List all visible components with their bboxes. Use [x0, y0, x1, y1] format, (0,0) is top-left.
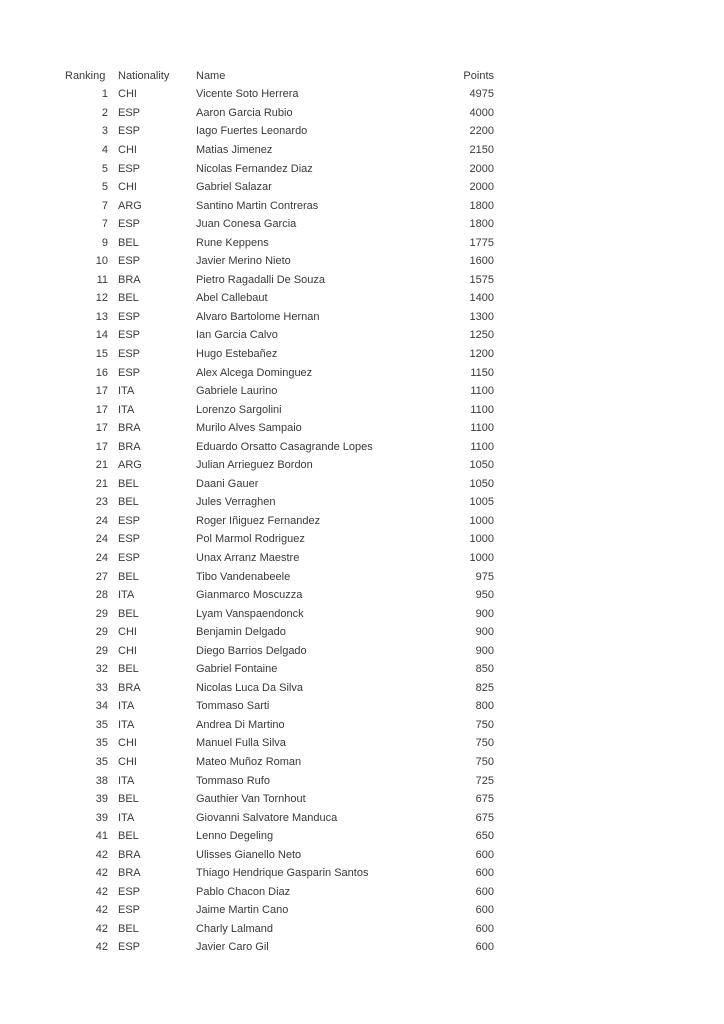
table-header-row [62, 67, 494, 86]
points-cell: 1000 [469, 533, 494, 546]
points-cell: 1050 [469, 459, 494, 472]
nationality-cell: BEL [118, 607, 139, 620]
points-cell: 1775 [469, 236, 494, 249]
name-cell: Alex Alcega Dominguez [196, 367, 313, 379]
table-row [62, 197, 494, 216]
name-cell: Javier Merino Nieto [196, 256, 291, 268]
points-cell: 600 [475, 904, 494, 917]
nationality-cell: ESP [118, 125, 141, 138]
ranking-cell: 29 [95, 607, 108, 620]
table-row [62, 809, 494, 828]
nationality-cell: ARG [118, 199, 142, 212]
ranking-cell: 17 [95, 440, 108, 453]
name-cell: Alvaro Bartolome Hernan [196, 311, 320, 323]
nationality-cell: ESP [118, 329, 141, 342]
table-row [62, 401, 494, 420]
name-cell: Nicolas Luca Da Silva [196, 682, 303, 694]
points-cell: 1800 [469, 218, 494, 231]
ranking-cell: 39 [95, 811, 108, 824]
ranking-cell: 42 [95, 867, 108, 880]
table-row [62, 419, 494, 438]
table-row [62, 123, 494, 142]
nationality-cell: ESP [118, 904, 141, 917]
name-cell: Gauthier Van Tornhout [196, 794, 306, 806]
table-row [62, 716, 494, 735]
points-cell: 1575 [469, 273, 494, 286]
table-row [62, 735, 494, 754]
nationality-cell: ESP [118, 366, 141, 379]
name-cell: Giovanni Salvatore Manduca [196, 812, 338, 824]
name-cell: Santino Martin Contreras [196, 200, 319, 212]
table-row [62, 345, 494, 364]
points-cell: 950 [475, 589, 494, 602]
ranking-cell: 42 [95, 885, 108, 898]
ranking-cell: 2 [101, 106, 108, 119]
name-cell: Lenno Degeling [196, 831, 274, 843]
nationality-cell: BEL [118, 922, 139, 935]
ranking-cell: 5 [101, 162, 108, 175]
points-cell: 900 [475, 607, 494, 620]
table-row [62, 772, 494, 791]
name-cell: Pablo Chacon Diaz [196, 886, 291, 898]
points-cell: 1300 [469, 310, 494, 323]
points-cell: 1000 [469, 514, 494, 527]
name-cell: Jules Verraghen [196, 497, 276, 509]
ranking-table [62, 67, 494, 957]
points-cell: 600 [475, 848, 494, 861]
nationality-cell: CHI [118, 737, 137, 750]
name-cell: Tommaso Rufo [196, 775, 270, 787]
ranking-cell: 21 [95, 477, 108, 490]
ranking-cell: 16 [95, 366, 108, 379]
nationality-cell: BEL [118, 570, 139, 583]
points-cell: 675 [475, 793, 494, 806]
table-row [62, 512, 494, 531]
points-cell: 1250 [469, 329, 494, 342]
nationality-cell: ESP [118, 533, 141, 546]
table-row [62, 623, 494, 642]
ranking-cell: 4 [101, 143, 108, 156]
points-cell: 1400 [469, 292, 494, 305]
ranking-cell: 33 [95, 681, 108, 694]
header-nationality: Nationality [118, 69, 170, 82]
name-cell: Iago Fuertes Leonardo [196, 126, 308, 138]
name-cell: Eduardo Orsatto Casagrande Lopes [196, 441, 373, 453]
points-cell: 900 [475, 644, 494, 657]
points-cell: 825 [475, 681, 494, 694]
ranking-cell: 5 [101, 181, 108, 194]
table-row [62, 568, 494, 587]
nationality-cell: ESP [118, 885, 141, 898]
ranking-cell: 17 [95, 403, 108, 416]
points-cell: 900 [475, 626, 494, 639]
name-cell: Lyam Vanspaendonck [196, 608, 304, 620]
nationality-cell: BEL [118, 830, 139, 843]
name-cell: Vicente Soto Herrera [196, 89, 299, 101]
ranking-cell: 17 [95, 422, 108, 435]
table-row [62, 160, 494, 179]
nationality-cell: ITA [118, 718, 135, 731]
points-cell: 1005 [469, 496, 494, 509]
ranking-cell: 28 [95, 589, 108, 602]
table-row [62, 939, 494, 958]
nationality-cell: BRA [118, 273, 141, 286]
nationality-cell: ESP [118, 106, 141, 119]
nationality-cell: ITA [118, 589, 135, 602]
ranking-cell: 13 [95, 310, 108, 323]
nationality-cell: CHI [118, 626, 137, 639]
table-row [62, 290, 494, 309]
nationality-cell: CHI [118, 644, 137, 657]
table-row [62, 104, 494, 123]
table-row [62, 586, 494, 605]
table-body [62, 86, 494, 958]
nationality-cell: ESP [118, 218, 141, 231]
ranking-cell: 34 [95, 700, 108, 713]
table-row [62, 494, 494, 513]
name-cell: Gabriel Fontaine [196, 664, 278, 676]
name-cell: Hugo Estebañez [196, 348, 278, 360]
table-row [62, 234, 494, 253]
nationality-cell: ITA [118, 385, 135, 398]
points-cell: 1600 [469, 255, 494, 268]
table-row [62, 698, 494, 717]
table-row [62, 827, 494, 846]
points-cell: 1200 [469, 347, 494, 360]
table-row [62, 883, 494, 902]
points-cell: 1800 [469, 199, 494, 212]
nationality-cell: ARG [118, 459, 142, 472]
points-cell: 2150 [469, 143, 494, 156]
points-cell: 2200 [469, 125, 494, 138]
ranking-cell: 42 [95, 922, 108, 935]
nationality-cell: ESP [118, 347, 141, 360]
table-row [62, 382, 494, 401]
name-cell: Tommaso Sarti [196, 701, 270, 713]
ranking-cell: 24 [95, 514, 108, 527]
ranking-cell: 39 [95, 793, 108, 806]
points-cell: 750 [475, 718, 494, 731]
points-cell: 600 [475, 867, 494, 880]
nationality-cell: BRA [118, 681, 141, 694]
nationality-cell: ESP [118, 514, 141, 527]
nationality-cell: CHI [118, 88, 137, 101]
nationality-cell: ITA [118, 774, 135, 787]
name-cell: Abel Callebaut [196, 293, 268, 305]
table-row [62, 865, 494, 884]
table-row [62, 549, 494, 568]
name-cell: Daani Gauer [196, 478, 259, 490]
ranking-cell: 3 [101, 125, 108, 138]
ranking-cell: 41 [95, 830, 108, 843]
name-cell: Andrea Di Martino [196, 719, 285, 731]
name-cell: Matias Jimenez [196, 144, 273, 156]
nationality-cell: ESP [118, 310, 141, 323]
ranking-cell: 23 [95, 496, 108, 509]
name-cell: Rune Keppens [196, 237, 269, 249]
ranking-cell: 7 [101, 218, 108, 231]
ranking-cell: 11 [96, 273, 108, 286]
name-cell: Charly Lalmand [196, 923, 274, 935]
points-cell: 725 [475, 774, 494, 787]
name-cell: Benjamin Delgado [196, 627, 286, 639]
points-cell: 1100 [470, 440, 494, 453]
name-cell: Pietro Ragadalli De Souza [196, 274, 326, 286]
points-cell: 1100 [470, 403, 494, 416]
name-cell: Gabriel Salazar [196, 182, 272, 194]
nationality-cell: CHI [118, 143, 137, 156]
ranking-cell: 42 [95, 941, 108, 954]
nationality-cell: BEL [118, 292, 139, 305]
points-cell: 975 [475, 570, 494, 583]
nationality-cell: BRA [118, 440, 141, 453]
nationality-cell: ITA [118, 811, 135, 824]
ranking-cell: 7 [101, 199, 108, 212]
name-cell: Thiago Hendrique Gasparin Santos [196, 868, 369, 880]
name-cell: Lorenzo Sargolini [196, 404, 282, 416]
header-points: Points [463, 69, 494, 82]
table-row [62, 252, 494, 271]
points-cell: 2000 [469, 162, 494, 175]
table-row [62, 438, 494, 457]
ranking-cell: 12 [95, 292, 108, 305]
ranking-cell: 42 [95, 848, 108, 861]
nationality-cell: CHI [118, 756, 137, 768]
ranking-cell: 38 [95, 774, 108, 787]
name-cell: Diego Barrios Delgado [196, 645, 307, 657]
ranking-cell: 1 [101, 88, 108, 101]
nationality-cell: ITA [118, 403, 135, 416]
nationality-cell: ESP [118, 255, 141, 268]
nationality-cell: ESP [118, 162, 141, 175]
points-cell: 1000 [469, 551, 494, 564]
table-row [62, 364, 494, 383]
name-cell: Julian Arrieguez Bordon [196, 460, 313, 472]
points-cell: 2000 [469, 181, 494, 194]
ranking-cell: 35 [95, 737, 108, 750]
table-row [62, 141, 494, 160]
nationality-cell: BEL [118, 793, 139, 806]
table-row [62, 178, 494, 197]
table-row [62, 920, 494, 939]
header-ranking: Ranking [65, 69, 106, 82]
points-cell: 600 [475, 885, 494, 898]
name-cell: Javier Caro Gil [196, 942, 269, 954]
name-cell: Roger Iñiguez Fernandez [196, 515, 321, 527]
nationality-cell: BRA [118, 422, 141, 435]
nationality-cell: ESP [118, 551, 141, 564]
nationality-cell: BRA [118, 848, 141, 861]
nationality-cell: BEL [118, 496, 139, 509]
ranking-cell: 42 [95, 904, 108, 917]
table-row [62, 902, 494, 921]
nationality-cell: BEL [118, 236, 139, 249]
points-cell: 750 [475, 737, 494, 750]
name-cell: Nicolas Fernandez Diaz [196, 163, 313, 175]
nationality-cell: ITA [118, 700, 135, 713]
ranking-cell: 15 [95, 347, 108, 360]
points-cell: 600 [475, 922, 494, 935]
nationality-cell: CHI [118, 181, 137, 194]
nationality-cell: BRA [118, 867, 141, 880]
table-row [62, 86, 494, 105]
points-cell: 1150 [470, 366, 494, 379]
table-row [62, 790, 494, 809]
nationality-cell: BEL [118, 663, 139, 676]
name-cell: Pol Marmol Rodriguez [196, 534, 305, 546]
table-row [62, 327, 494, 346]
name-cell: Murilo Alves Sampaio [196, 423, 302, 435]
name-cell: Ian Garcia Calvo [196, 330, 278, 342]
ranking-cell: 35 [95, 718, 108, 731]
ranking-cell: 14 [95, 329, 108, 342]
ranking-cell: 24 [95, 533, 108, 546]
ranking-cell: 29 [95, 626, 108, 639]
ranking-cell: 17 [95, 385, 108, 398]
table-row [62, 308, 494, 327]
points-cell: 800 [475, 700, 494, 713]
points-cell: 1100 [470, 422, 494, 435]
points-cell: 1050 [469, 477, 494, 490]
table-row [62, 456, 494, 475]
points-cell: 4975 [469, 88, 494, 101]
header-name: Name [196, 70, 226, 82]
points-cell: 675 [475, 811, 494, 824]
table-row [62, 475, 494, 494]
table-row [62, 753, 494, 772]
nationality-cell: ESP [118, 941, 141, 954]
points-cell: 600 [475, 941, 494, 954]
points-cell: 650 [475, 830, 494, 843]
nationality-cell: BEL [118, 477, 139, 490]
name-cell: Ulisses Gianello Neto [196, 849, 302, 861]
table-row [62, 661, 494, 680]
name-cell: Gabriele Laurino [196, 386, 278, 398]
ranking-cell: 21 [95, 459, 108, 472]
points-cell: 850 [475, 663, 494, 676]
ranking-cell: 32 [95, 663, 108, 676]
ranking-cell: 35 [95, 756, 108, 768]
points-cell: 750 [475, 756, 494, 768]
ranking-cell: 9 [101, 236, 108, 249]
table-row [62, 605, 494, 624]
name-cell: Juan Conesa Garcia [196, 219, 297, 231]
ranking-cell: 24 [95, 551, 108, 564]
name-cell: Aaron Garcia Rubio [196, 107, 293, 119]
name-cell: Jaime Martin Cano [196, 905, 289, 917]
points-cell: 1100 [470, 385, 494, 398]
name-cell: Mateo Muñoz Roman [196, 757, 302, 768]
table-row [62, 531, 494, 550]
ranking-cell: 29 [95, 644, 108, 657]
ranking-cell: 27 [95, 570, 108, 583]
table-row [62, 846, 494, 865]
name-cell: Unax Arranz Maestre [196, 552, 300, 564]
name-cell: Manuel Fulla Silva [196, 738, 286, 750]
name-cell: Gianmarco Moscuzza [196, 590, 303, 602]
table-row [62, 215, 494, 234]
table-row [62, 642, 494, 661]
points-cell: 4000 [469, 106, 494, 119]
ranking-cell: 10 [95, 255, 108, 268]
table-row [62, 271, 494, 290]
table-row [62, 679, 494, 698]
name-cell: Tibo Vandenabeele [196, 571, 291, 583]
